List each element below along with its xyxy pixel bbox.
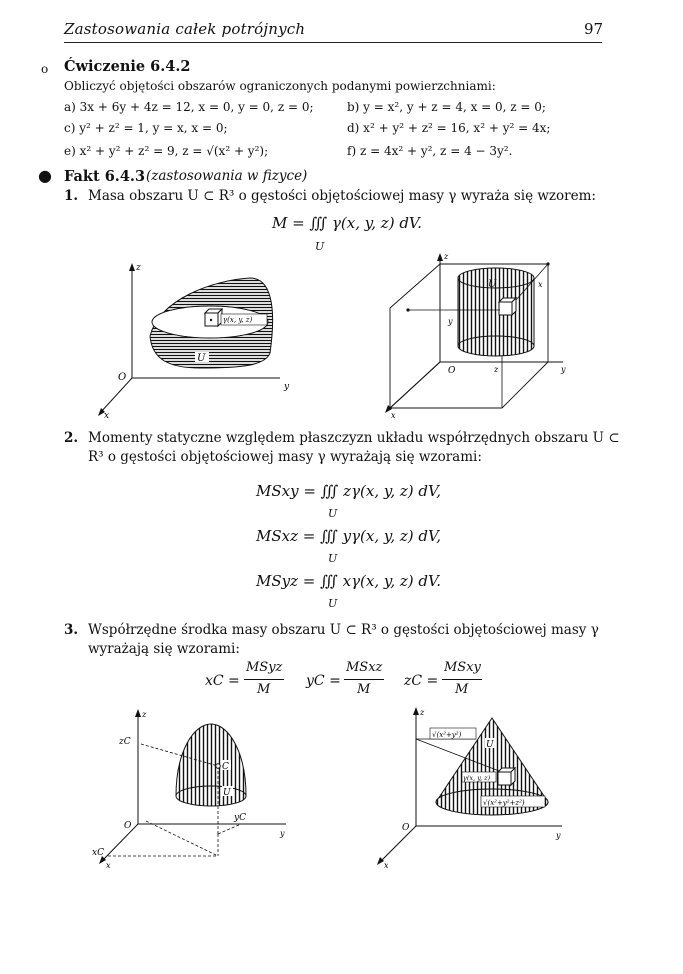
yc-numerator: MSxz	[346, 660, 383, 675]
zc-fraction-bar	[442, 679, 482, 680]
point-1-number: 1.	[64, 188, 79, 204]
mass-formula: M = ∭ γ(x, y, z) dV.	[272, 214, 422, 232]
z-axis-label: z	[142, 710, 147, 719]
yc-fraction-bar	[344, 679, 384, 680]
fact-subtitle: (zastosowania w fizyce)	[146, 168, 308, 184]
exercise-item-e: e) x² + y² + z² = 9, z = √(x² + y²);	[64, 144, 269, 158]
axis-x	[380, 826, 416, 862]
region-label: U	[197, 353, 206, 364]
running-title: Zastosowania całek potrójnych	[64, 20, 306, 38]
point-3-text-line1: Współrzędne środka masy obszaru U ⊂ R³ o gęstości objętościowej masy γ	[88, 622, 599, 638]
axis-x	[102, 824, 138, 861]
xc-numerator: MSyz	[246, 660, 283, 675]
origin-label: O	[124, 821, 132, 831]
point-1-text: Masa obszaru U ⊂ R³ o gęstości objętościowej masy γ wyraża się wzorem:	[88, 188, 596, 204]
z-coord-label: z	[494, 365, 499, 374]
origin-label: O	[118, 372, 127, 383]
volume-element-icon	[205, 309, 222, 326]
page-number: 97	[584, 20, 604, 38]
x-axis-label: x	[104, 411, 110, 421]
density-label: γ(x, y, z)	[223, 316, 253, 324]
exercise-item-a: a) 3x + 6y + 4z = 12, x = 0, y = 0, z = 0;	[64, 100, 314, 114]
exercise-intro: Obliczyć objętości obszarów ograniczonych podanymi powierzchniami:	[64, 79, 496, 93]
y-axis-label: y	[556, 831, 561, 840]
origin-label: O	[402, 823, 410, 833]
axis-z	[129, 263, 135, 378]
exercise-bullet-icon: o	[41, 62, 49, 76]
fact-bullet-icon: ●	[38, 166, 52, 185]
axis-x	[388, 362, 440, 410]
zc-lhs: zC =	[404, 673, 439, 689]
moment-yz-domain: U	[328, 597, 338, 610]
x-coord-label: x	[538, 280, 543, 289]
region-label: U	[223, 788, 231, 798]
sphere-equation-label: √(x²+y²+z²)	[483, 799, 525, 807]
yc-label: yC	[234, 813, 246, 823]
xc-fraction-bar	[244, 679, 284, 680]
center-label: C	[222, 762, 229, 772]
xc-label: xC	[92, 848, 104, 858]
moment-xy-formula: MSxy = ∭ zγ(x, y, z) dV,	[256, 482, 442, 500]
figure-cone-sphere	[372, 704, 577, 874]
zc-label: zC	[119, 737, 131, 747]
moment-xz-formula: MSxz = ∭ yγ(x, y, z) dV,	[256, 527, 442, 545]
x-axis-label: x	[384, 861, 389, 870]
y-axis-label: y	[280, 829, 285, 838]
volume-element-icon	[498, 768, 515, 785]
point-2-text-line2: R³ o gęstości objętościowej masy γ wyrażają się wzorami:	[88, 449, 482, 465]
yc-denominator: M	[357, 682, 371, 697]
figure-cylinder-box	[378, 250, 578, 425]
region-label: U	[488, 279, 497, 290]
exercise-item-c: c) y² + z² = 1, y = x, x = 0;	[64, 121, 228, 135]
point-2-number: 2.	[64, 430, 79, 446]
region-u	[176, 724, 246, 796]
exercise-item-f: f) z = 4x² + y², z = 4 − 3y².	[347, 144, 513, 158]
zc-denominator: M	[455, 682, 469, 697]
fact-title: Fakt 6.4.3	[64, 168, 146, 185]
origin-label: O	[448, 366, 456, 376]
exercise-item-d: d) x² + y² + z² = 16, x² + y² = 4x;	[347, 121, 551, 135]
z-axis-label: z	[136, 263, 141, 273]
y-coord-label: y	[448, 317, 453, 326]
y-axis-label: y	[284, 382, 290, 392]
point-3-text-line2: wyrażają się wzorami:	[88, 641, 240, 657]
x-axis-label: x	[391, 411, 396, 420]
region-label: U	[486, 740, 494, 750]
header-rule	[64, 42, 602, 43]
mass-formula-domain: U	[315, 240, 325, 253]
center-of-mass-point	[216, 764, 220, 768]
moment-yz-formula: MSyz = ∭ xγ(x, y, z) dV.	[256, 572, 442, 590]
z-axis-label: z	[420, 708, 425, 717]
point-3-number: 3.	[64, 622, 79, 638]
moment-xz-domain: U	[328, 552, 338, 565]
xc-lhs: xC =	[205, 673, 240, 689]
exercise-item-b: b) y = x², y + z = 4, x = 0, z = 0;	[347, 100, 546, 114]
cone-equation-label: √(x²+y²)	[432, 731, 462, 739]
point-2-text-line1: Momenty statyczne względem płaszczyzn układu współrzędnych obszaru U ⊂	[88, 430, 620, 446]
zc-numerator: MSxy	[444, 660, 481, 675]
density-label: γ(x, y, z)	[463, 774, 491, 782]
z-axis-label: z	[444, 252, 449, 261]
xc-denominator: M	[257, 682, 271, 697]
y-axis-label: y	[561, 365, 566, 374]
figure-mass-region	[90, 258, 310, 423]
moment-xy-domain: U	[328, 507, 338, 520]
figure-center-of-mass	[86, 706, 306, 871]
yc-lhs: yC =	[306, 673, 341, 689]
volume-element-icon	[499, 298, 516, 315]
x-axis-label: x	[106, 861, 111, 870]
exercise-title: Ćwiczenie 6.4.2	[64, 58, 191, 75]
